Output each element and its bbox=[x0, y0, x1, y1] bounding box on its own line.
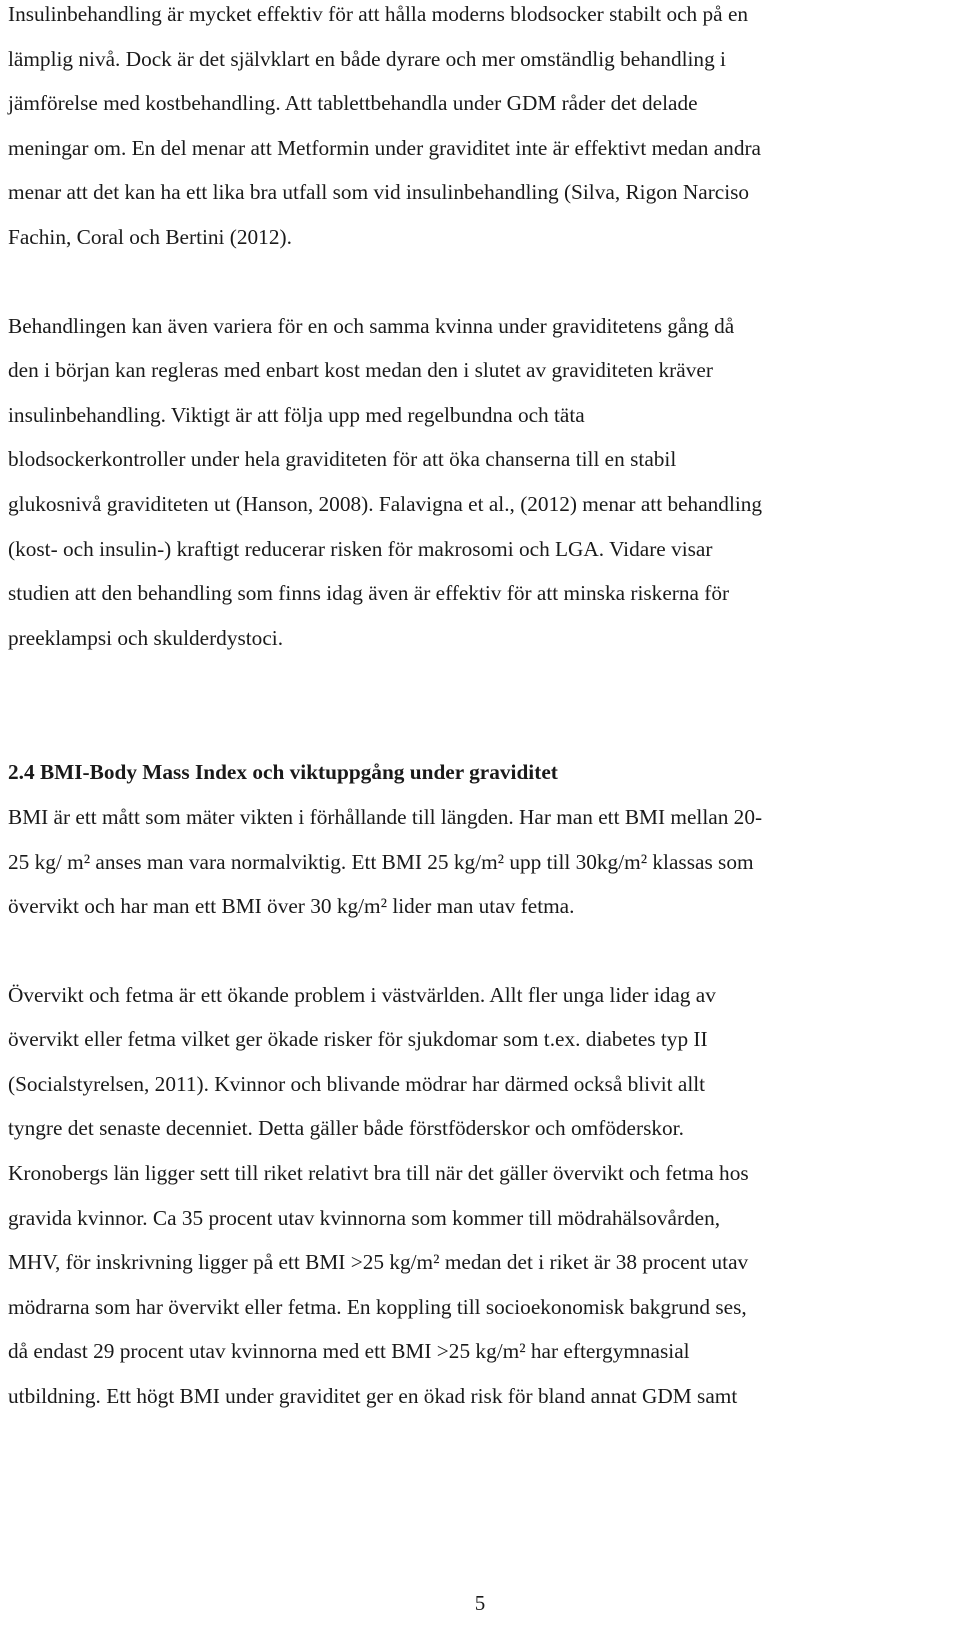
text-line: mödrarna som har övervikt eller fetma. En koppling till socioekonomisk bakgrund ses, bbox=[8, 1294, 747, 1319]
text-line: BMI är ett mått som mäter vikten i förhållande till längden. Har man ett BMI mellan 20- bbox=[8, 804, 763, 829]
page-number: 5 bbox=[474, 1591, 486, 1615]
text-line: insulinbehandling. Viktigt är att följa upp med regelbundna och täta bbox=[8, 402, 585, 427]
paragraph-bmi-definition bbox=[8, 795, 952, 929]
paragraph-treatment-variation bbox=[8, 304, 952, 661]
text-line: tyngre det senaste decenniet. Detta gäller både förstföderskor och omföderskor. bbox=[8, 1116, 684, 1141]
paragraph-overweight-obesity bbox=[8, 973, 952, 1419]
text-line: glukosnivå graviditeten ut (Hanson, 2008). Falavigna et al., (2012) menar att behandling bbox=[8, 491, 763, 516]
text-line: meningar om. En del menar att Metformin under graviditet inte är effektivt medan andra bbox=[8, 135, 762, 160]
text-line: övervikt eller fetma vilket ger ökade risker för sjukdomar som t.ex. diabetes typ II bbox=[8, 1027, 708, 1052]
text-line: Insulinbehandling är mycket effektiv för att hålla moderns blodsocker stabilt och på en bbox=[8, 2, 749, 26]
text-line: 25 kg/ m² anses man vara normalviktig. Ett BMI 25 kg/m² upp till 30kg/m² klassas som bbox=[8, 849, 754, 874]
text-line: preeklampsi och skulderdystoci. bbox=[8, 625, 284, 650]
text-line: övervikt och har man ett BMI över 30 kg/m² lider man utav fetma. bbox=[8, 894, 575, 919]
text-line: blodsockerkontroller under hela graviditeten för att öka chanserna till en stabil bbox=[8, 447, 677, 472]
text-line: studien att den behandling som finns idag även är effektiv för att minska riskerna för bbox=[8, 581, 730, 606]
text-line: utbildning. Ett högt BMI under graviditet ger en ökad risk för bland annat GDM samt bbox=[8, 1384, 738, 1409]
page-content bbox=[8, 0, 952, 1615]
text-line: Fachin, Coral och Bertini (2012). bbox=[8, 224, 292, 249]
paragraph-insulin-treatment bbox=[8, 0, 952, 260]
text-line: lämplig nivå. Dock är det självklart en både dyrare och mer omständlig behandling i bbox=[8, 46, 726, 71]
text-line: (kost- och insulin-) kraftigt reducerar risken för makrosomi och LGA. Vidare visar bbox=[8, 536, 713, 561]
text-line: då endast 29 procent utav kvinnorna med ett BMI >25 kg/m² har eftergymnasial bbox=[8, 1339, 690, 1364]
text-line: Behandlingen kan även variera för en och samma kvinna under graviditetens gång då bbox=[8, 313, 735, 338]
section-heading: 2.4 BMI-Body Mass Index och viktuppgång under graviditet bbox=[8, 760, 558, 785]
text-line: Kronobergs län ligger sett till riket relativt bra till när det gäller övervikt och fetma hos bbox=[8, 1161, 749, 1186]
text-line: menar att det kan ha ett lika bra utfall som vid insulinbehandling (Silva, Rigon Narciso bbox=[8, 180, 750, 205]
text-line: Övervikt och fetma är ett ökande problem i västvärlden. Allt fler unga lider idag av bbox=[8, 982, 716, 1007]
text-line: gravida kvinnor. Ca 35 procent utav kvinnorna som kommer till mödrahälsovården, bbox=[8, 1205, 721, 1230]
text-line: den i början kan regleras med enbart kost medan den i slutet av graviditeten kräver bbox=[8, 358, 713, 383]
text-line: MHV, för inskrivning ligger på ett BMI >25 kg/m² medan det i riket är 38 procent utav bbox=[8, 1250, 749, 1275]
text-line: jämförelse med kostbehandling. Att tablettbehandla under GDM råder det delade bbox=[8, 91, 698, 116]
text-line: (Socialstyrelsen, 2011). Kvinnor och blivande mödrar har därmed också blivit allt bbox=[8, 1071, 706, 1096]
